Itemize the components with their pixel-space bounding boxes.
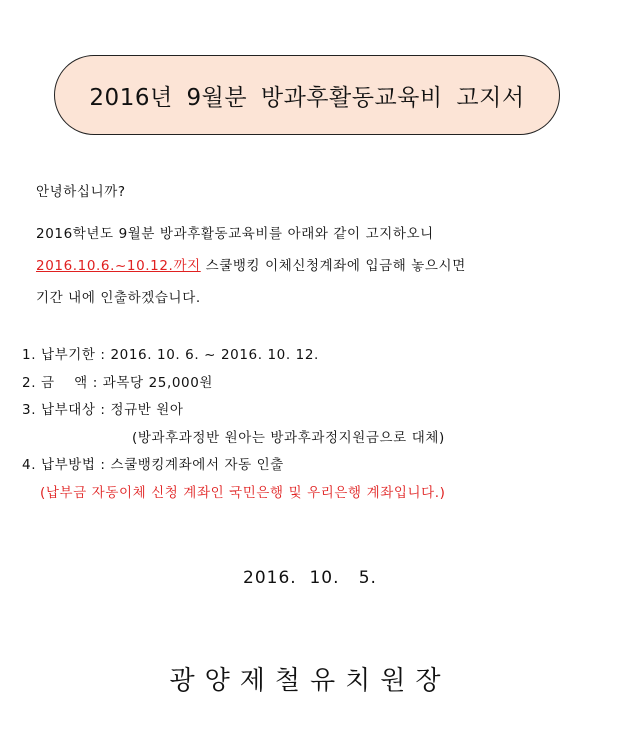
body-line-2: [36, 254, 466, 274]
body-line-3: 기간 내에 인출하겠습니다.: [36, 290, 201, 306]
item-payment-method: 4. 납부방법 : 스쿨뱅킹계좌에서 자동 인출: [22, 457, 284, 473]
item-payment-deadline: 1. 납부기한 : 2016. 10. 6. ~ 2016. 10. 12.: [22, 347, 319, 363]
bank-account-notice: (납부금 자동이체 신청 계좌인 국민은행 및 우리은행 계좌입니다.): [40, 485, 446, 501]
document-title: 2016년 9월분 방과후활동교육비 고지서: [89, 84, 525, 111]
greeting: 안녕하십니까?: [36, 184, 126, 200]
title-banner: [54, 55, 560, 135]
body-line-1: 2016학년도 9월분 방과후활동교육비를 아래와 같이 고지하오니: [36, 226, 434, 242]
body-line-2-rest: 스쿨뱅킹 이체신청계좌에 입금해 놓으시면: [200, 258, 466, 274]
payment-period-highlight: 2016.10.6.~10.12.까지: [36, 258, 201, 274]
item-payment-target-note: (방과후과정반 원아는 방과후과정지원금으로 대체): [132, 430, 445, 446]
document-date: 2016. 10. 5.: [243, 568, 377, 588]
signature-kindergarten-director: 광양제철유치원장: [169, 666, 451, 696]
item-payment-target: 3. 납부대상 : 정규반 원아: [22, 402, 184, 418]
item-amount: 2. 금 액 : 과목당 25,000원: [22, 375, 214, 391]
